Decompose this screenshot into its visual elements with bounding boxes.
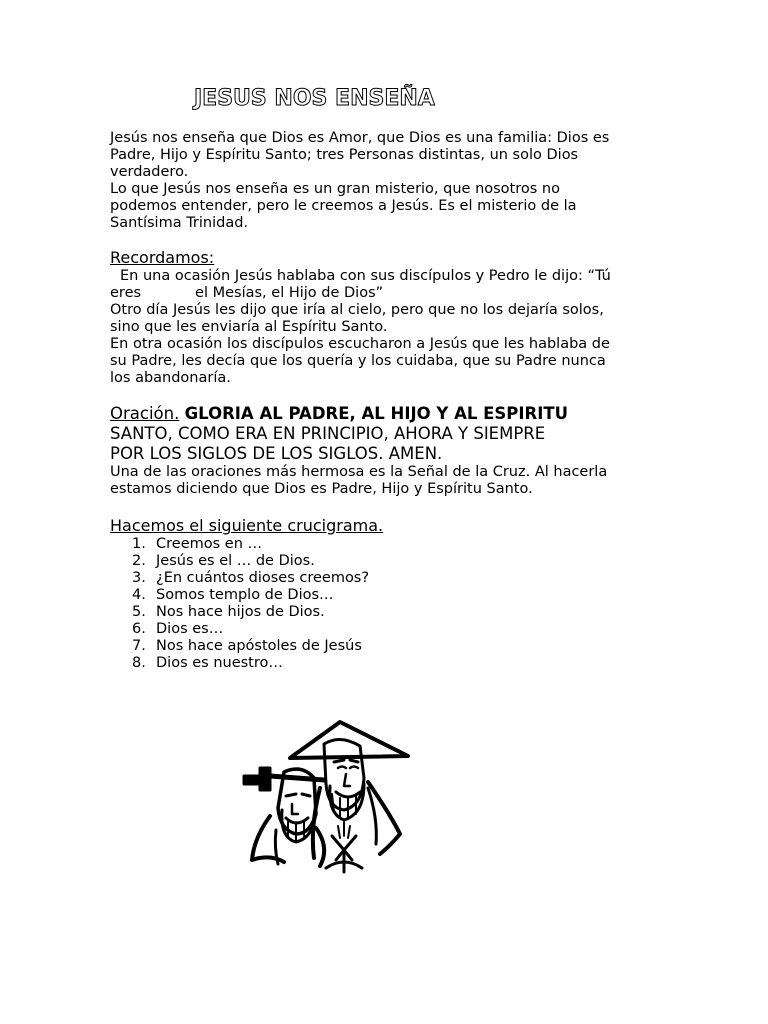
recordamos-line: [110, 285, 650, 302]
list-number: 6.: [132, 621, 146, 637]
recordamos-line: los abandonaría.: [110, 370, 231, 386]
list-text: Jesús es el … de Dios.: [156, 553, 315, 569]
recordamos-line: sino que les enviaría al Espíritu Santo.: [110, 319, 388, 335]
list-text: Dios es…: [156, 621, 224, 637]
recordamos-heading: Recordamos:: [110, 248, 215, 267]
list-text: Dios es nuestro…: [156, 655, 283, 671]
recordamos-word: el Mesías, el Hijo de Dios”: [195, 285, 384, 301]
intro-line: podemos entender, pero le creemos a Jesús. Es el misterio de la: [110, 198, 577, 214]
prayer-text: SANTO, COMO ERA EN PRINCIPIO, AHORA Y SIEMPRE: [110, 424, 546, 443]
oracion-note: estamos diciendo que Dios es Padre, Hijo y Espíritu Santo.: [110, 481, 533, 497]
list-number: 2.: [132, 553, 146, 569]
intro-line: verdadero.: [110, 164, 189, 180]
list-text: ¿En cuántos dioses creemos?: [156, 570, 370, 586]
recordamos-line: Otro día Jesús les dijo que iría al cielo, pero que no los dejaría solos,: [110, 302, 604, 318]
list-number: 7.: [132, 638, 146, 654]
list-number: 8.: [132, 655, 146, 671]
list-number: 3.: [132, 570, 146, 586]
prayer-text: POR LOS SIGLOS DE LOS SIGLOS. AMEN.: [110, 444, 443, 463]
list-item: [110, 655, 650, 672]
list-text: Somos templo de Dios…: [156, 587, 334, 603]
list-text: Creemos en …: [156, 536, 262, 552]
intro-line: Jesús nos enseña que Dios es Amor, que Dios es una familia: Dios es: [110, 130, 610, 146]
list-number: 4.: [132, 587, 146, 603]
oracion-label: Oración.: [110, 404, 180, 423]
recordamos-word: eres: [110, 285, 142, 301]
recordamos-line: En otra ocasión los discípulos escucharon a Jesús que les hablaba de: [110, 336, 610, 352]
crucigrama-list: [110, 536, 650, 672]
list-number: 5.: [132, 604, 146, 620]
list-item: [110, 553, 650, 570]
recordamos-line: En una ocasión Jesús hablaba con sus discípulos y Pedro le dijo: “Tú: [120, 268, 611, 284]
oracion-section: [110, 404, 650, 498]
prayer-line: [110, 404, 650, 424]
intro-line: Padre, Hijo y Espíritu Santo; tres Personas distintas, un solo Dios: [110, 147, 579, 163]
list-item: [110, 604, 650, 621]
prayer-text: GLORIA AL PADRE, AL HIJO Y AL ESPIRITU: [184, 404, 569, 423]
list-item: [110, 587, 650, 604]
crucigrama-section: [110, 516, 650, 672]
oracion-note: Una de las oraciones más hermosa es la Señal de la Cruz. Al hacerla: [110, 464, 608, 480]
intro-line: Lo que Jesús nos enseña es un gran misterio, que nosotros no: [110, 181, 560, 197]
list-item: [110, 621, 650, 638]
trinity-illustration-icon: [240, 718, 412, 876]
intro-line: Santísima Trinidad.: [110, 215, 249, 231]
list-item: [110, 570, 650, 587]
page-title: JESUS NOS ENSEÑA: [194, 86, 435, 111]
recordamos-line: su Padre, les decía que los quería y los cuidaba, que su Padre nunca: [110, 353, 606, 369]
list-item: [110, 536, 650, 553]
list-text: Nos hace apóstoles de Jesús: [156, 638, 362, 654]
intro-section: [110, 130, 650, 232]
crucigrama-heading: Hacemos el siguiente crucigrama.: [110, 516, 384, 535]
list-item: [110, 638, 650, 655]
list-text: Nos hace hijos de Dios.: [156, 604, 325, 620]
list-number: 1.: [132, 536, 146, 552]
recordamos-section: [110, 248, 650, 387]
